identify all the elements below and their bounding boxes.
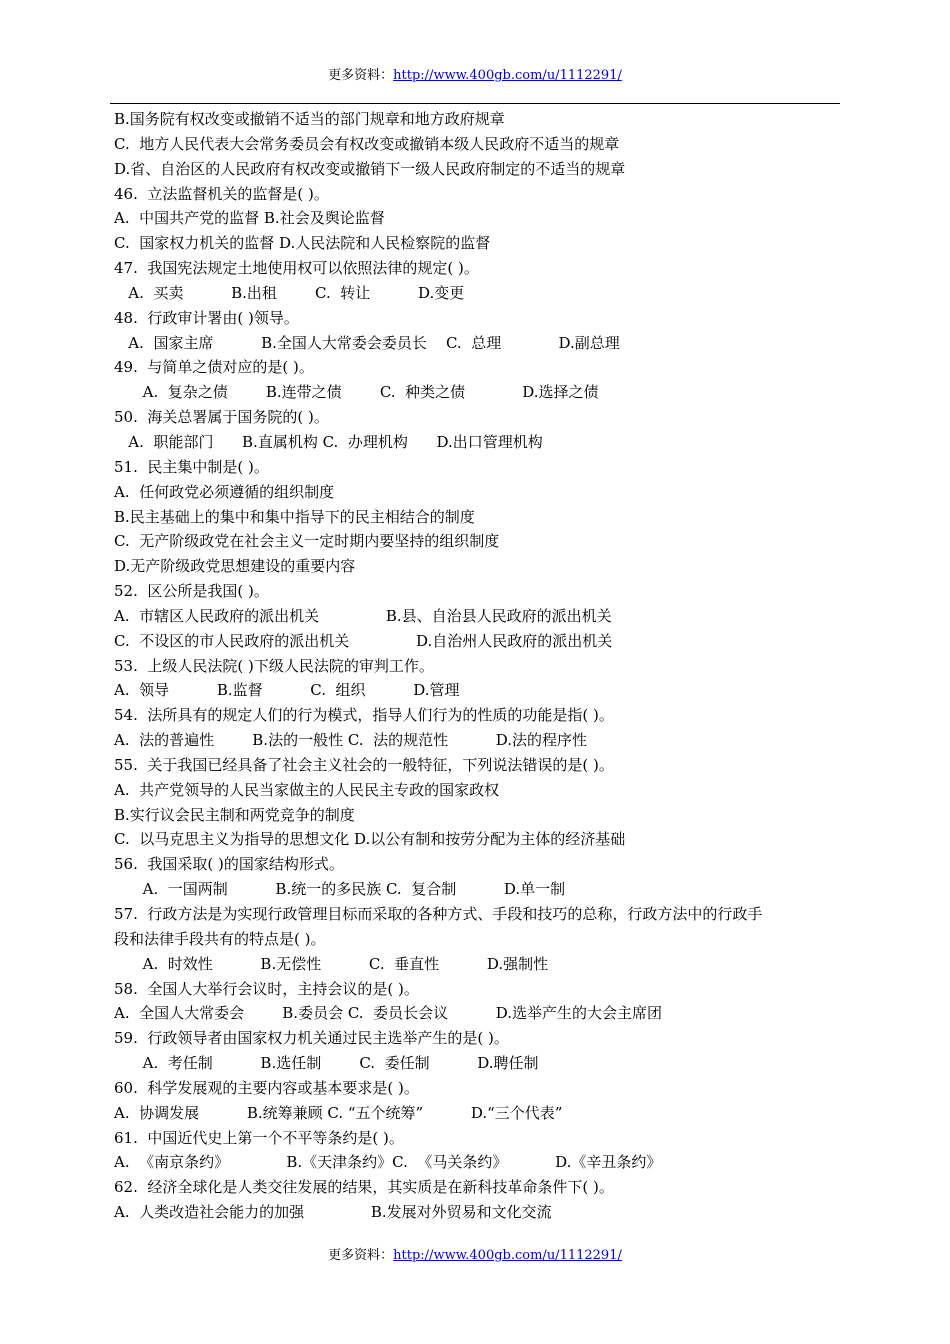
question-52: 52. 区公所是我国( )。: [114, 582, 269, 601]
question-58: 58. 全国人大举行会议时，主持会议的是( )。: [114, 979, 419, 998]
text-line: A. 领导 B.监督 C. 组织 D.管理: [114, 681, 460, 700]
header-divider: [110, 103, 840, 104]
header-link[interactable]: http://www.400gb.com/u/1112291/: [393, 68, 622, 83]
footer-link[interactable]: http://www.400gb.com/u/1112291/: [393, 1248, 622, 1263]
document-body: [114, 107, 838, 1225]
question-62: 62. 经济全球化是人类交往发展的结果，其实质是在新科技革命条件下( )。: [114, 1178, 614, 1197]
text-line: C. 不设区的市人民政府的派出机关 D.自治州人民政府的派出机关: [114, 631, 613, 650]
question-53: 53. 上级人民法院( )下级人民法院的审判工作。: [114, 656, 434, 675]
text-line: A. 中国共产党的监督 B.社会及舆论监督: [114, 209, 385, 228]
text-line: A. 法的普遍性 B.法的一般性 C. 法的规范性 D.法的程序性: [114, 731, 588, 750]
text-line: A. 全国人大常委会 B.委员会 C. 委员长会议 D.选举产生的大会主席团: [114, 1004, 663, 1023]
question-61: 61. 中国近代史上第一个不平等条约是( )。: [114, 1128, 404, 1147]
text-line: 段和法律手段共有的特点是( )。: [114, 929, 326, 948]
question-55: 55. 关于我国已经具备了社会主义社会的一般特征，下列说法错误的是( )。: [114, 755, 614, 774]
text-line: A. 市辖区人民政府的派出机关 B.县、自治县人民政府的派出机关: [114, 606, 612, 625]
page-header: [0, 66, 950, 86]
text-line: C. 无产阶级政党在社会主义一定时期内要坚持的组织制度: [114, 532, 500, 551]
text-line: A. 买卖 B.出租 C. 转让 D.变更: [114, 283, 465, 302]
text-line: D.无产阶级政党思想建设的重要内容: [114, 557, 356, 576]
question-49: 49. 与简单之债对应的是( )。: [114, 358, 314, 377]
question-51: 51. 民主集中制是( )。: [114, 457, 269, 476]
text-line: B.国务院有权改变或撤销不适当的部门规章和地方政府规章: [114, 110, 505, 128]
question-50: 50. 海关总署属于国务院的( )。: [114, 408, 329, 427]
text-line: A. 人类改造社会能力的加强 B.发展对外贸易和文化交流: [114, 1203, 552, 1222]
question-60: 60. 科学发展观的主要内容或基本要求是( )。: [114, 1078, 419, 1097]
header-prefix: 更多资料：: [328, 68, 394, 83]
question-59: 59. 行政领导者由国家权力机关通过民主选举产生的是( )。: [114, 1029, 509, 1048]
text-line: A. 协调发展 B.统筹兼顾 C. “五个统筹” D.“三个代表”: [114, 1103, 563, 1122]
text-line: A. 任何政党必须遵循的组织制度: [114, 482, 335, 501]
text-line: B.实行议会民主制和两党竞争的制度: [114, 805, 355, 824]
text-line: A. 时效性 B.无偿性 C. 垂直性 D.强制性: [114, 954, 549, 973]
text-line: B.民主基础上的集中和集中指导下的民主相结合的制度: [114, 507, 475, 526]
text-line: A. 《南京条约》 B.《天津条约》C. 《马关条约》 D.《辛丑条约》: [114, 1153, 662, 1172]
question-54: 54. 法所具有的规定人们的行为模式，指导人们行为的性质的功能是指( )。: [114, 706, 614, 725]
question-57: 57. 行政方法是为实现行政管理目标而采取的各种方式、手段和技巧的总称，行政方法中的行政手: [114, 905, 763, 923]
text-line: A. 职能部门 B.直属机构 C. 办理机构 D.出口管理机构: [114, 432, 543, 451]
text-line: A. 复杂之债 B.连带之债 C. 种类之债 D.选择之债: [114, 383, 599, 402]
page-footer: [0, 1246, 950, 1266]
text-line: A. 一国两制 B.统一的多民族 C. 复合制 D.单一制: [114, 880, 566, 899]
text-line: C. 地方人民代表大会常务委员会有权改变或撤销本级人民政府不适当的规章: [114, 134, 620, 153]
text-line: A. 国家主席 B.全国人大常委会委员长 C. 总理 D.副总理: [114, 333, 620, 352]
text-line: A. 共产党领导的人民当家做主的人民民主专政的国家政权: [114, 780, 500, 799]
text-line: C. 以马克思主义为指导的思想文化 D.以公有制和按劳分配为主体的经济基础: [114, 830, 626, 849]
text-line: A. 考任制 B.选任制 C. 委任制 D.聘任制: [114, 1054, 539, 1073]
question-56: 56. 我国采取( )的国家结构形式。: [114, 855, 344, 874]
question-47: 47. 我国宪法规定土地使用权可以依照法律的规定( )。: [114, 259, 479, 278]
text-line: D.省、自治区的人民政府有权改变或撤销下一级人民政府制定的不适当的规章: [114, 159, 626, 178]
question-48: 48. 行政审计署由( )领导。: [114, 308, 299, 327]
text-line: C. 国家权力机关的监督 D.人民法院和人民检察院的监督: [114, 234, 491, 253]
question-46: 46. 立法监督机关的监督是( )。: [114, 184, 329, 203]
footer-prefix: 更多资料：: [328, 1248, 394, 1263]
